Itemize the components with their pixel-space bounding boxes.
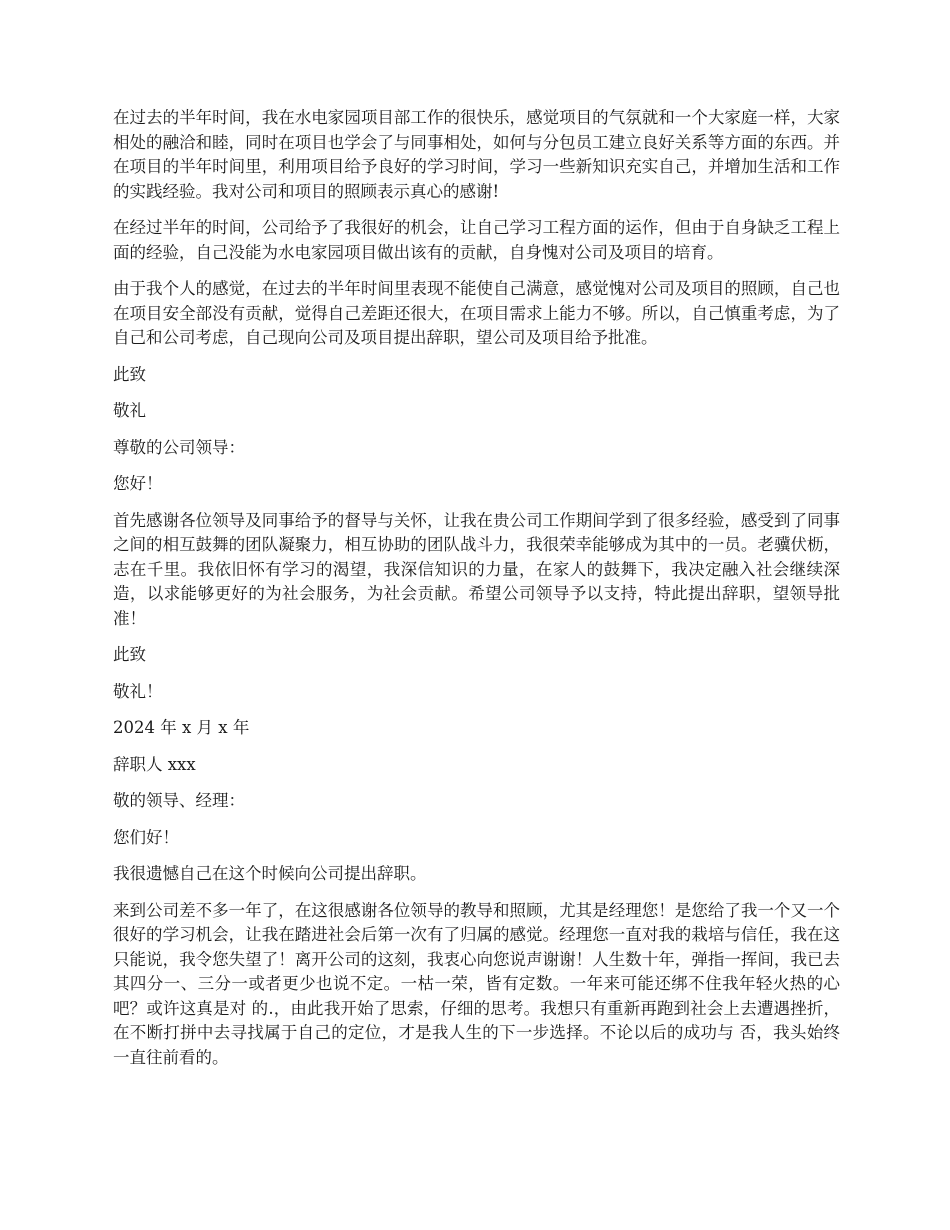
paragraph-1: 在过去的半年时间，我在水电家园项目部工作的很快乐，感觉项目的气氛就和一个大家庭一样，大家相处的融洽和睦，同时在项目也学会了与同事相处，如何与分包员工建立良好关系等方面的东西。并在项目的半年时间里，利用项目给予良好的学习时间，学习一些新知识充实自己，并增加生活和工作的实践经验。我对公司和项目的照顾表示真心的感谢!: [113, 108, 840, 201]
date-line: 2024 年 x 月 x 年: [113, 718, 250, 737]
paragraph-3: 由于我个人的感觉，在过去的半年时间里表现不能使自己满意，感觉愧对公司及项目的照顾，自己也在项目安全部没有贡献，觉得自己差距还很大，在项目需求上能力不够。所以，自己慎重考虑，为了自己和公司考虑，自己现向公司及项目提出辞职，望公司及项目给予批准。: [113, 279, 840, 347]
greeting-recipient-2: 尊敬的公司领导：: [113, 437, 245, 457]
paragraph-4: 首先感谢各位领导及同事给予的督导与关怀，让我在贵公司工作期间学到了很多经验，感受到了同事之间的相互鼓舞的团队凝聚力，相互协助的团队战斗力，我很荣幸能够成为其中的一员。老骥伏枥，志在千里。我依旧怀有学习的渴望，我深信知识的力量，在家人的鼓舞下，我决定融入社会继续深造，以求能够更好的为社会服务，为社会贡献。希望公司领导予以支持，特此提出辞职，望领导批准！: [113, 510, 840, 628]
closing-salutation-2: 此致: [113, 645, 146, 664]
paragraph-5: 我很遗憾自己在这个时候向公司提出辞职。: [113, 864, 427, 883]
paragraph-2: 在经过半年的时间，公司给予了我很好的机会，让自己学习工程方面的运作，但由于自身缺乏工程上面的经验，自己没能为水电家园项目做出该有的贡献，自身愧对公司及项目的培育。: [113, 218, 840, 262]
greeting-hello-2: 您好！: [113, 474, 163, 493]
greeting-recipient-3: 敬的领导、经理：: [113, 791, 245, 810]
paragraph-6: 来到公司差不多一年了，在这很感谢各位领导的教导和照顾，尤其是经理您！是您给了我一个又一个很好的学习机会，让我在踏进社会后第一次有了归属的感觉。经理您一直对我的栽培与信任，我在这只能说，我令您失望了！离开公司的这刻，我衷心向您说声谢谢！人生数十年，弹指一挥间，我已去其四分一、三分一或者更少也说不定。一枯一荣，皆有定数。一年来可能还绑不住我年轻火热的心吧？或许这真是对 的.，由此我开始了思索，仔细的思考。我想只有重新再跑到社会上去遭遇挫折，在不断打拼中去寻找属于自己的定位，才是我人生的下一步选择。不论以后的成功与 否，我头始终一直往前看的。: [113, 900, 840, 1067]
signature-line: 辞职人 xxx: [113, 754, 196, 774]
closing-regards-1: 敬礼: [113, 401, 146, 420]
closing-salutation-1: 此致: [113, 364, 146, 384]
document-page: [113, 106, 840, 1082]
greeting-hello-3: 您们好！: [113, 827, 179, 847]
closing-regards-2: 敬礼！: [113, 681, 163, 701]
